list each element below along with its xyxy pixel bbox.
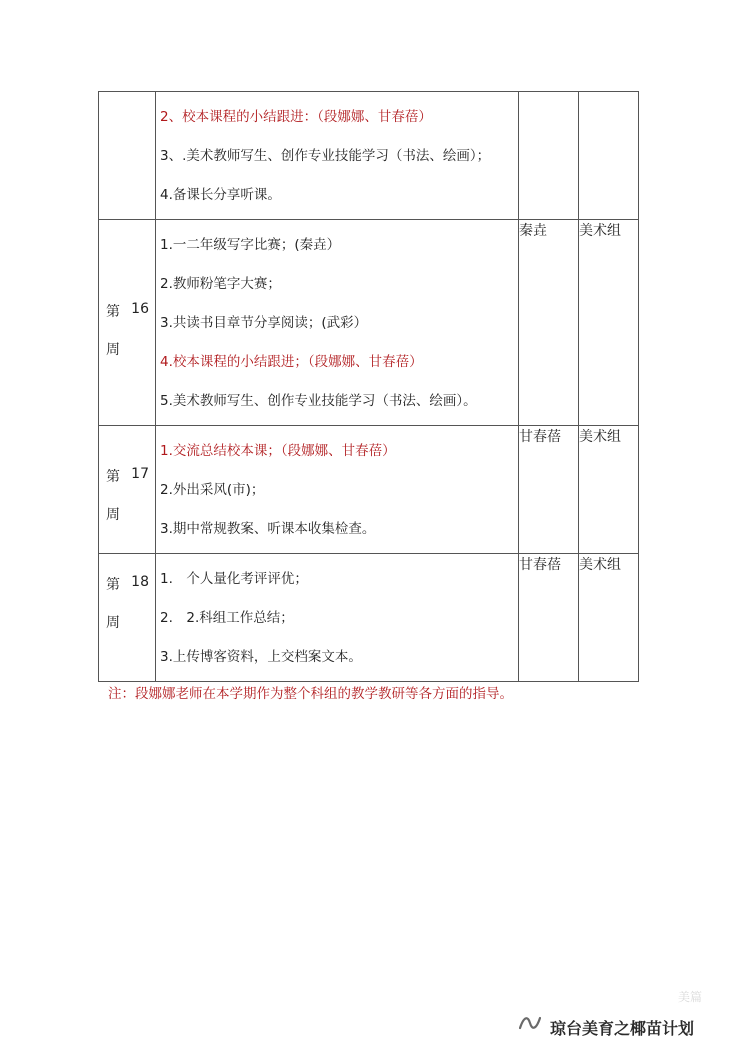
content-cell (156, 426, 519, 554)
list-item: 2.教师粉笔字大赛； (160, 276, 281, 292)
list-item: 3.共读书目章节分享阅读；(武彩） (160, 315, 368, 331)
group-cell: 美术组 (579, 220, 639, 426)
schedule-table (98, 91, 639, 682)
group-cell: 美术组 (579, 426, 639, 554)
meipian-watermark: 美篇 (678, 990, 703, 1004)
week-prefix: 第 (106, 469, 120, 485)
content-cell (156, 220, 519, 426)
list-item: 3.期中常规教案、听课本收集检查。 (160, 521, 376, 537)
list-item: 2.外出采风(市)； (160, 482, 265, 498)
person-cell: 秦垚 (519, 220, 579, 426)
week-suffix: 周 (106, 615, 120, 631)
week-suffix: 周 (106, 507, 120, 523)
person-cell: 甘春蓓 (519, 554, 579, 682)
group-cell: 美术组 (579, 554, 639, 682)
person-cell (519, 92, 579, 220)
week-prefix: 第 (106, 304, 120, 320)
table-row (99, 426, 639, 554)
group-cell (579, 92, 639, 220)
table-row (99, 92, 639, 220)
list-item: 3、.美术教师写生、创作专业技能学习（书法、绘画）； (160, 148, 491, 164)
week-cell (99, 554, 156, 682)
week-cell (99, 92, 156, 220)
list-item: 4.备课长分享听课。 (160, 187, 281, 203)
list-item: 4.校本课程的小结跟进；（段娜娜、甘春蓓） (160, 354, 423, 370)
person-cell: 甘春蓓 (519, 426, 579, 554)
list-item: 3.上传博客资料，上交档案文本。 (160, 649, 362, 665)
table-row (99, 554, 639, 682)
content-cell (156, 92, 519, 220)
week-cell (99, 426, 156, 554)
week-number: 18 (131, 574, 149, 590)
content-cell (156, 554, 519, 682)
list-item: 1.交流总结校本课；（段娜娜、甘春蓓） (160, 443, 396, 459)
list-item: 1. 个人量化考评评优； (160, 571, 308, 587)
week-prefix: 第 (106, 577, 120, 593)
list-item: 2. 2.科组工作总结； (160, 610, 294, 626)
list-item: 2、校本课程的小结跟进：（段娜娜、甘春蓓） (160, 109, 432, 125)
wechat-channel-icon (519, 1015, 541, 1031)
week-cell (99, 220, 156, 426)
list-item: 5.美术教师写生、创作专业技能学习（书法、绘画）。 (160, 393, 477, 409)
list-item: 1.一二年级写字比赛；(秦垚） (160, 237, 341, 253)
table-row (99, 220, 639, 426)
account-watermark: 琼台美育之椰苗计划 (550, 1019, 695, 1038)
footnote: 注：段娜娜老师在本学期作为整个科组的教学教研等各方面的指导。 (108, 686, 513, 702)
week-number: 16 (131, 301, 149, 317)
week-suffix: 周 (106, 342, 120, 358)
week-number: 17 (131, 466, 149, 482)
